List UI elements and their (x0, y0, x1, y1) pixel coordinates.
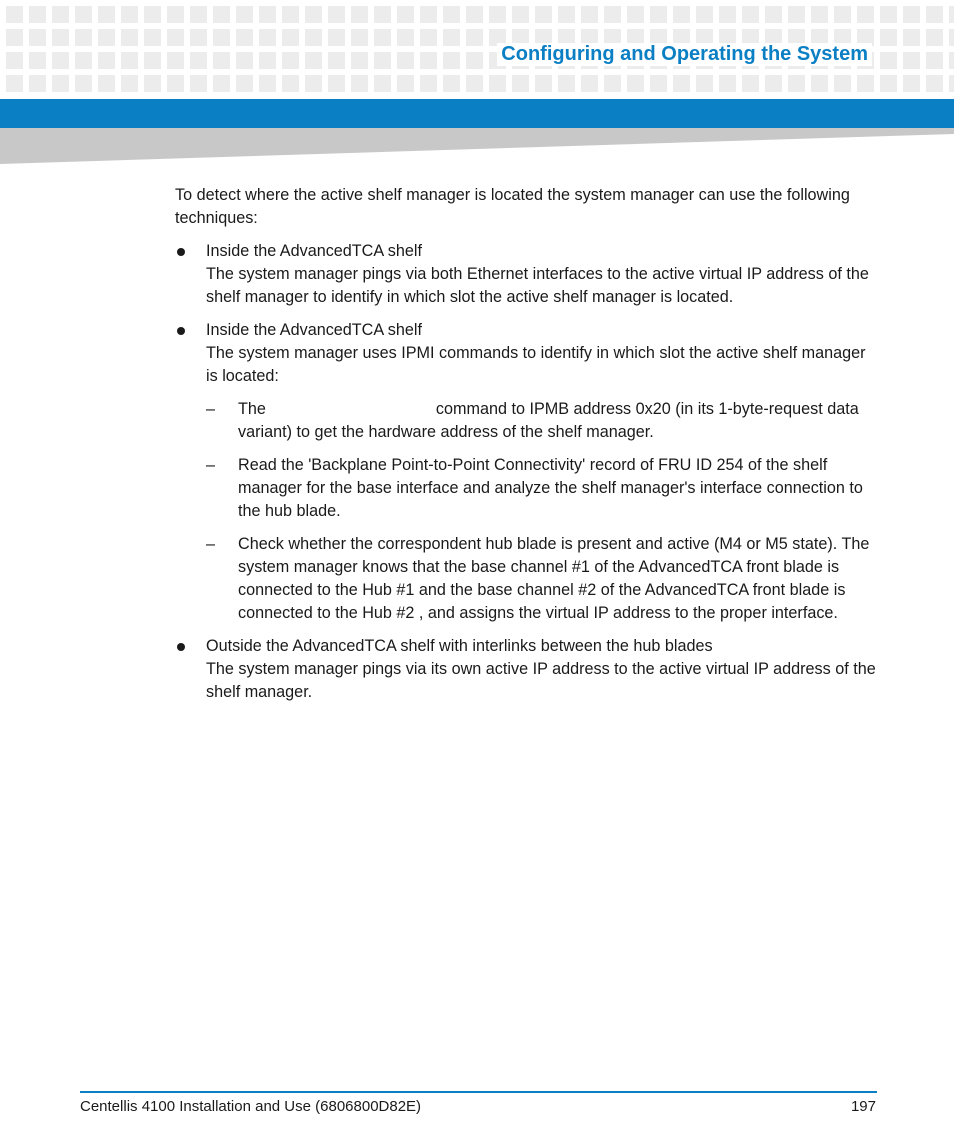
bullet-heading: Inside the AdvancedTCA shelf (206, 242, 422, 260)
sub-item-prefix: The (238, 400, 266, 418)
bullet-icon (177, 643, 185, 651)
intro-paragraph: To detect where the active shelf manager is located the system manager can use the following techniques: (175, 186, 850, 227)
bullet-item (175, 240, 880, 309)
bullet-heading: Inside the AdvancedTCA shelf (206, 321, 422, 339)
sub-item-text: Read the 'Backplane Point-to-Point Connectivity' record of FRU ID 254 of the shelf manager for the base interface and analyze the shelf manager's interface connection to the hub blade. (238, 456, 863, 520)
sub-list-item (206, 533, 880, 625)
bullet-heading: Outside the AdvancedTCA shelf with interlinks between the hub blades (206, 637, 713, 655)
footer-divider (80, 1091, 877, 1093)
main-content (175, 184, 880, 714)
dash-icon: – (206, 400, 216, 418)
sub-item-text: command to IPMB address 0x20 (in its 1-byte-request data variant) to get the hardware address of the shelf manager. (238, 400, 859, 441)
header-blue-bar (0, 99, 954, 128)
header-gray-wedge (0, 128, 954, 164)
dash-icon: – (206, 456, 216, 474)
sub-list-item (206, 454, 880, 523)
footer-document-title: Centellis 4100 Installation and Use (6806800D82E) (80, 1098, 422, 1115)
sub-list-item (206, 398, 880, 444)
bullet-icon (177, 327, 185, 335)
bullet-text: The system manager pings via its own active IP address to the active virtual IP address of the shelf manager. (206, 660, 876, 701)
page-number: 197 (850, 1098, 876, 1115)
bullet-text: The system manager uses IPMI commands to identify in which slot the active shelf manager is located: (206, 344, 866, 385)
bullet-item (175, 319, 880, 625)
bullet-item (175, 635, 880, 704)
section-title: Configuring and Operating the System (497, 43, 872, 66)
sub-item-text: Check whether the correspondent hub blade is present and active (M4 or M5 state). The system manager knows that the base channel #1 of the AdvancedTCA front blade is connected to the Hub #1 and the base channel #2 of the AdvancedTCA front blade is connected to the Hub #2 , and assigns the virtual IP address to the proper interface. (238, 535, 870, 622)
dash-icon: – (206, 535, 216, 553)
bullet-text: The system manager pings via both Ethernet interfaces to the active virtual IP address of the shelf manager to identify in which slot the active shelf manager is located. (206, 265, 869, 306)
bullet-icon (177, 248, 185, 256)
